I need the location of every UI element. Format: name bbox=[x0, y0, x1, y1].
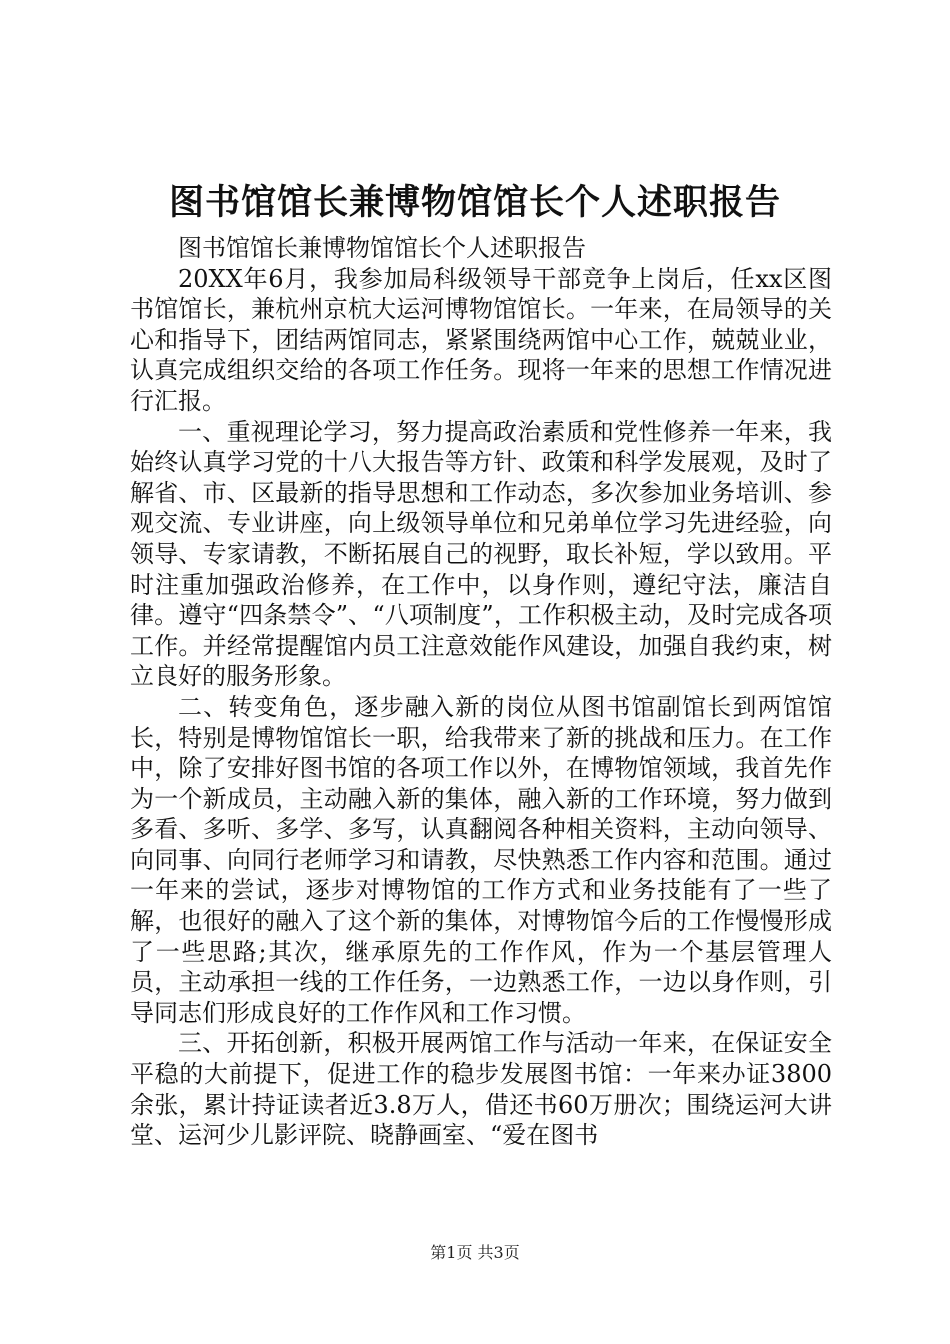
document-body bbox=[130, 233, 832, 1151]
intro-paragraph: 20XX年6月，我参加局科级领导干部竞争上岗后，任xx区图书馆馆长，兼杭州京杭大运河博物馆馆长。一年来，在局领导的关心和指导下，团结两馆同志，紧紧围绕两馆中心工作，兢兢业业，认真完成组织交给的各项工作任务。现将一年来的思想工作情况进行汇报。 bbox=[130, 264, 832, 415]
document-subtitle: 图书馆馆长兼博物馆馆长个人述职报告 bbox=[178, 234, 586, 262]
section-three-paragraph: 三、开拓创新，积极开展两馆工作与活动一年来，在保证安全平稳的大前提下，促进工作的稳步发展图书馆：一年来办证3800余张，累计持证读者近3.8万人，借还书60万册次；围绕运河大讲堂、运河少儿影评院、晓静画室、“爱在图书 bbox=[130, 1029, 832, 1150]
document-title: 图书馆馆长兼博物馆馆长个人述职报告 bbox=[168, 182, 781, 223]
section-one-paragraph: 一、重视理论学习，努力提高政治素质和党性修养一年来，我始终认真学习党的十八大报告等方针、政策和科学发展观，及时了解省、市、区最新的指导思想和工作动态，多次参加业务培训、参观交流、专业讲座，向上级领导单位和兄弟单位学习先进经验，向领导、专家请教，不断拓展自己的视野，取长补短，学以致用。平时注重加强政治修养，在工作中，以身作则，遵纪守法，廉洁自律。遵守“四条禁令”、“八项制度”，工作积极主动，及时完成各项工作。并经常提醒馆内员工注意效能作风建设，加强自我约束，树立良好的服务形象。 bbox=[130, 417, 832, 691]
section-two-paragraph: 二、转变角色，逐步融入新的岗位从图书馆副馆长到两馆馆长，特别是博物馆馆长一职，给我带来了新的挑战和压力。在工作中，除了安排好图书馆的各项工作以外，在博物馆领域，我首先作为一个新成员，主动融入新的集体，融入新的工作环境，努力做到多看、多听、多学、多写，认真翻阅各种相关资料，主动向领导、向同事、向同行老师学习和请教，尽快熟悉工作内容和范围。通过一年来的尝试，逐步对博物馆的工作方式和业务技能有了一些了解，也很好的融入了这个新的集体，对博物馆今后的工作慢慢形成了一些思路;其次，继承原先的工作作风，作为一个基层管理人员，主动承担一线的工作任务，一边熟悉工作，一边以身作则，引导同志们形成良好的工作作风和工作习惯。 bbox=[130, 692, 832, 1027]
page-footer: 第1页 共3页 bbox=[430, 1243, 520, 1262]
